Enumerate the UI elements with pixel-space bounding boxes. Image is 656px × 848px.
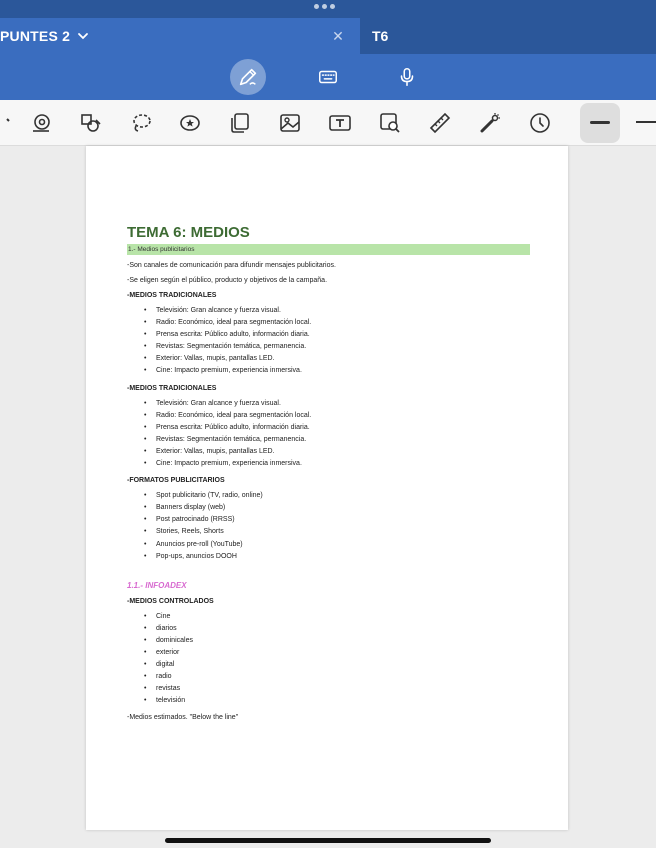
scan-image-tool[interactable] [375,108,405,138]
list-item: • Prensa escrita: Público adulto, información diaria. [144,422,530,434]
lasso-eraser-tool[interactable] [26,108,56,138]
list-item: • Prensa escrita: Público adulto, información diaria. [144,329,530,341]
stroke-thin-button[interactable] [636,121,656,123]
ruler-icon [428,111,452,135]
ruler-tool[interactable] [425,108,455,138]
drawing-toolbar [0,100,656,146]
list-item: • Pop-ups, anuncios DOOH [144,551,530,563]
chevron-down-icon[interactable] [76,29,90,43]
document-page[interactable] [86,146,568,830]
tool-partial[interactable] [0,108,16,138]
list-item: • Anuncios pre-roll (YouTube) [144,539,530,551]
pen-mode-button[interactable] [230,59,266,95]
pages-icon [228,111,252,135]
heading-medios-tradicionales-1: -MEDIOS TRADICIONALES [127,292,217,299]
sticker-star-icon [178,111,202,135]
heading-medios-controlados: -MEDIOS CONTROLADOS [127,597,214,605]
list-item: • dominicales [144,635,530,647]
list-item: • Spot publicitario (TV, radio, online) [144,490,530,502]
list-item: • Cine: Impacto premium, experiencia inmersiva. [144,458,530,470]
tab-bar [0,18,656,54]
close-tab-icon[interactable]: ✕ [332,28,344,44]
stroke-thick-button[interactable] [580,103,620,143]
list-item: • Televisión: Gran alcance y fuerza visual. [144,305,530,317]
text-box-tool[interactable] [325,108,355,138]
list-medios-tradicionales-2 [127,398,530,471]
shape-tool[interactable] [76,108,106,138]
list-item: • exterior [144,647,530,659]
text-box-icon [328,111,352,135]
input-mode-bar [0,54,656,100]
lasso-icon [129,111,153,135]
list-item: • Cine [144,611,530,623]
list-item: • Radio: Económico, ideal para segmentación local. [144,410,530,422]
list-item: • Post patrocinado (RRSS) [144,514,530,526]
subsection-infoadex: 1.1.- INFOADEX [127,580,187,590]
image-icon [278,111,302,135]
sticker-tool[interactable] [175,108,205,138]
shapes-icon [79,111,103,135]
heading-medios-tradicionales-2: -MEDIOS TRADICIONALES [127,384,217,392]
dictation-mode-button[interactable] [389,59,425,95]
list-item: • Radio: Económico, ideal para segmentación local. [144,317,530,329]
microphone-icon [396,66,418,88]
scan-image-icon [378,111,402,135]
clock-icon [528,111,552,135]
list-item: • diarios [144,623,530,635]
keyboard-icon [317,66,339,88]
tab-active[interactable] [0,18,360,54]
pencil-tip-icon [0,111,13,135]
pen-icon [237,66,259,88]
paragraph-final: -Medios estimados. "Below the line" [127,714,239,722]
home-indicator[interactable] [165,838,491,843]
list-item: • Exterior: Vallas, mupis, pantallas LED. [144,446,530,458]
multitask-dots-icon[interactable] [314,4,335,9]
list-item: • Televisión: Gran alcance y fuerza visual. [144,398,530,410]
heading-formatos-publicitarios: -FORMATOS PUBLICITARIOS [127,477,225,485]
keyboard-mode-button[interactable] [310,59,346,95]
list-item: • radio [144,671,530,683]
list-item: • digital [144,659,530,671]
top-strip [0,0,656,18]
document-title: TEMA 6: MEDIOS [127,224,250,241]
tab-active-title: PUNTES 2 [0,28,71,44]
section-heading-highlight: 1.- Medios publicitarios [127,244,530,255]
image-tool[interactable] [275,108,305,138]
tab-other[interactable]: T6 [372,28,389,44]
list-item: • revistas [144,683,530,695]
laser-pointer-icon [478,111,502,135]
list-medios-tradicionales-1 [127,305,530,378]
list-item: • Stories, Reels, Shorts [144,526,530,538]
paragraph-1: -Son canales de comunicación para difundir mensajes publicitarios. [127,262,336,269]
page-tool[interactable] [225,108,255,138]
list-medios-controlados [127,611,530,708]
eraser-icon [29,111,53,135]
list-item: • Banners display (web) [144,502,530,514]
paragraph-2: -Se eligen según el público, producto y objetivos de la campaña. [127,277,328,284]
stroke-thick-icon [590,121,610,124]
list-item: • Cine: Impacto premium, experiencia inmersiva. [144,365,530,377]
list-formatos-publicitarios [127,490,530,563]
list-item: • Exterior: Vallas, mupis, pantallas LED. [144,353,530,365]
list-item: • Revistas: Segmentación temática, permanencia. [144,341,530,353]
list-item: • televisión [144,695,530,707]
list-item: • Revistas: Segmentación temática, permanencia. [144,434,530,446]
timer-tool[interactable] [525,108,555,138]
lasso-select-tool[interactable] [126,108,156,138]
document-content [127,224,530,722]
laser-pointer-tool[interactable] [475,108,505,138]
